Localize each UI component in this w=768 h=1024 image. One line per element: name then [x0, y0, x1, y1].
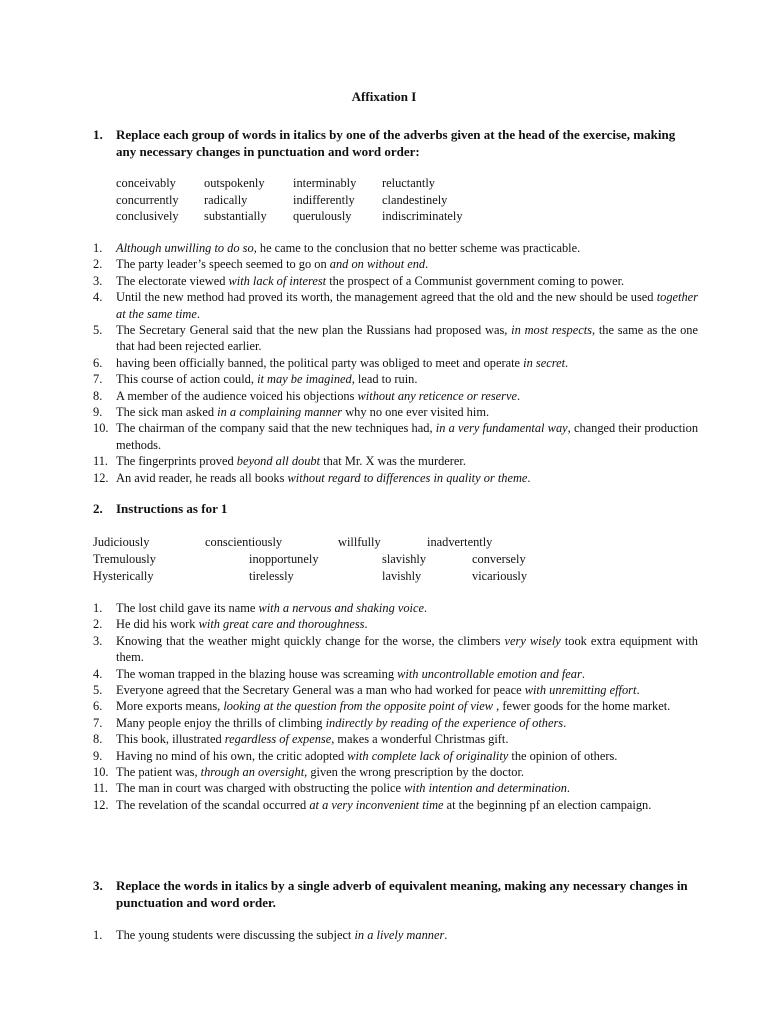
section-3-number: 3.	[93, 878, 103, 893]
exercise-item	[93, 698, 698, 714]
sentence-text: , changed their production methods.	[116, 421, 699, 452]
exercise-sentence	[116, 600, 698, 616]
sentence-text: , he came to the conclusion that no better scheme was practicable.	[253, 241, 581, 255]
exercise-number: 7.	[93, 715, 103, 730]
exercise-sentence	[116, 470, 698, 486]
word-bank-adverb: vicariously	[472, 569, 528, 583]
italic-phrase: and on without end	[329, 257, 426, 272]
italic-phrase: it may be imagined	[257, 372, 352, 387]
sentence-text: .	[636, 683, 640, 698]
italic-phrase: beyond all doubt	[236, 454, 321, 469]
sentence-text: The electorate viewed	[116, 273, 229, 288]
exercise-item	[93, 927, 698, 943]
word-bank-adverb: inopportunely	[249, 552, 319, 566]
word-bank-adverb: inadvertently	[427, 535, 493, 549]
sentence-text: .	[566, 781, 571, 796]
exercise-number: 10.	[93, 765, 109, 780]
italic-phrase: with great care and thoroughness	[198, 617, 365, 632]
exercise-item	[93, 666, 698, 682]
word-bank-adverb: reluctantly	[382, 176, 435, 190]
word-bank-adverb: concurrently	[116, 192, 179, 207]
section-2-instruction: Instructions as for 1	[116, 501, 228, 516]
sentence-text: .	[527, 470, 531, 485]
exercise-sentence	[116, 633, 698, 666]
word-bank-adverb: slavishly	[382, 552, 427, 566]
exercise-sentence	[116, 289, 698, 322]
italic-phrase: in a complaining manner	[217, 405, 343, 420]
exercise-sentence	[116, 731, 698, 747]
exercise-item	[93, 256, 698, 272]
word-bank-adverb: conclusively	[116, 209, 179, 223]
exercise-item	[93, 420, 698, 453]
sentence-text: .	[196, 306, 200, 321]
italic-phrase: through an oversight	[200, 765, 305, 780]
italic-phrase: with intention and determination	[404, 781, 567, 796]
sentence-text: .	[424, 601, 428, 615]
section-3-exercise-list	[93, 927, 698, 943]
exercise-number: 6.	[93, 699, 103, 714]
word-bank-adverb: substantially	[204, 209, 267, 223]
exercise-sentence	[116, 453, 698, 469]
word-bank-adverb: conversely	[472, 552, 526, 566]
exercise-number: 12.	[93, 797, 109, 812]
exercise-number: 8.	[93, 732, 103, 747]
italic-phrase: with a nervous and shaking voice	[258, 601, 424, 615]
sentence-text: at the beginning pf an election campaign.	[443, 797, 652, 812]
exercise-item	[93, 764, 698, 780]
italic-phrase: looking at the question from the opposite point of view	[223, 699, 494, 714]
italic-phrase: indirectly by reading of the experience of others	[325, 715, 564, 730]
exercise-number: 11.	[93, 781, 109, 796]
sentence-text: This book, illustrated	[116, 732, 225, 747]
italic-phrase: with unremitting effort	[524, 683, 637, 698]
sentence-text: The young students were discussing the subject	[116, 928, 355, 942]
exercise-sentence	[116, 616, 698, 632]
italic-phrase: in secret	[523, 355, 566, 370]
exercise-sentence	[116, 748, 698, 764]
exercise-number: 3.	[93, 633, 103, 648]
exercise-item	[93, 404, 698, 420]
italic-phrase: at a very inconvenient time	[309, 797, 444, 812]
exercise-sentence	[116, 764, 698, 780]
section-2-exercise-list	[93, 600, 698, 813]
exercise-item	[93, 371, 698, 387]
italic-phrase: in a lively manner	[354, 928, 445, 942]
italic-phrase: without regard to differences in quality or theme	[287, 470, 528, 485]
sentence-text: The sick man asked	[116, 405, 218, 420]
sentence-text: , fewer goods for the home market.	[493, 699, 671, 714]
italic-phrase: together at the same time	[116, 290, 698, 321]
exercise-number: 1.	[93, 241, 103, 255]
exercise-item	[93, 797, 698, 813]
word-bank-adverb: willfully	[338, 535, 381, 549]
exercise-sentence	[116, 322, 698, 355]
exercise-item	[93, 600, 698, 616]
exercise-item	[93, 780, 698, 796]
page-title: Affixation I	[351, 89, 417, 104]
exercise-item	[93, 388, 698, 404]
exercise-number: 5.	[93, 683, 103, 698]
exercise-sentence	[116, 388, 698, 404]
word-bank-adverb: radically	[204, 192, 248, 207]
sentence-text: Having no mind of his own, the critic adopted	[116, 748, 348, 763]
word-bank-adverb: outspokenly	[204, 176, 265, 190]
exercise-number: 2.	[93, 617, 103, 632]
word-bank-adverb: clandestinely	[382, 192, 448, 207]
sentence-text: The chairman of the company said that the new techniques had,	[116, 421, 436, 436]
section-1-instruction: Replace each group of words in italics by one of the adverbs given at the head of the exercise, making any necessary changes in punctuation and word order:	[116, 127, 676, 159]
exercise-item	[93, 633, 698, 666]
word-bank-adverb: lavishly	[382, 569, 422, 583]
sentence-text: , given the wrong prescription by the doctor.	[304, 765, 525, 780]
word-bank-adverb: conscientiously	[205, 535, 283, 549]
sentence-text: Until the new method had proved its worth, the management agreed that the old and the new should be used	[116, 290, 657, 305]
exercise-item	[93, 453, 698, 469]
exercise-item	[93, 273, 698, 289]
exercise-number: 8.	[93, 388, 103, 403]
sentence-text: the opinion of others.	[508, 748, 618, 763]
word-bank-adverb: tirelessly	[249, 569, 294, 583]
exercise-number: 1.	[93, 601, 103, 615]
exercise-item	[93, 731, 698, 747]
sentence-text: The Secretary General said that the new plan the Russians had proposed was,	[116, 323, 512, 338]
section-3-instruction: Replace the words in italics by a single adverb of equivalent meaning, making any necessary changes in punctuation and word order.	[116, 878, 688, 910]
sentence-text: An avid reader, he reads all books	[116, 470, 288, 485]
sentence-text: took extra equipment with them.	[116, 633, 699, 665]
word-bank-adverb: conceivably	[116, 176, 176, 190]
italic-phrase: with lack of interest	[228, 273, 327, 288]
word-bank-adverb: Tremulously	[93, 552, 156, 566]
word-bank-adverb: indiscriminately	[382, 209, 463, 223]
exercise-sentence	[116, 666, 698, 682]
exercise-number: 10.	[93, 421, 109, 436]
exercise-item	[93, 715, 698, 731]
sentence-text: The man in court was charged with obstructing the police	[116, 781, 405, 796]
word-bank-adverb: indifferently	[293, 192, 355, 207]
sentence-text: , the same as the one that had been rejected earlier.	[116, 323, 699, 354]
sentence-text: having been officially banned, the political party was obliged to meet and operate	[116, 355, 524, 370]
exercise-number: 6.	[93, 355, 103, 370]
exercise-number: 1.	[93, 928, 103, 942]
italic-phrase: with uncontrollable emotion and fear	[397, 666, 582, 681]
exercise-item	[93, 616, 698, 632]
italic-phrase: without any reticence or reserve	[357, 388, 517, 403]
exercise-number: 9.	[93, 748, 103, 763]
sentence-text: He did his work	[116, 617, 199, 632]
sentence-text: .	[563, 715, 567, 730]
word-bank-adverb: Hysterically	[93, 569, 154, 583]
exercise-number: 9.	[93, 405, 103, 420]
sentence-text: The woman trapped in the blazing house was screaming	[116, 666, 398, 681]
exercise-sentence	[116, 698, 698, 714]
sentence-text: that Mr. X was the murderer.	[320, 454, 466, 469]
section-1-number: 1.	[93, 127, 103, 142]
exercise-item	[93, 289, 698, 322]
exercise-item	[93, 470, 698, 486]
exercise-sentence	[116, 371, 698, 387]
sentence-text: .	[516, 388, 521, 403]
sentence-text: .	[444, 928, 448, 942]
exercise-item	[93, 682, 698, 698]
exercise-number: 4.	[93, 290, 103, 305]
sentence-text: .	[581, 666, 585, 681]
exercise-number: 3.	[93, 273, 103, 288]
exercise-sentence	[116, 240, 698, 256]
sentence-text: This course of action could,	[116, 372, 258, 387]
sentence-text: Many people enjoy the thrills of climbing	[116, 715, 326, 730]
sentence-text: The revelation of the scandal occurred	[116, 797, 310, 812]
exercise-sentence	[116, 927, 698, 943]
exercise-item	[93, 748, 698, 764]
exercise-number: 5.	[93, 323, 103, 338]
sentence-text: Everyone agreed that the Secretary General was a man who had worked for peace	[116, 683, 525, 698]
exercise-number: 2.	[93, 257, 103, 272]
exercise-number: 4.	[93, 666, 103, 681]
sentence-text: , makes a wonderful Christmas gift.	[331, 732, 509, 747]
sentence-text: More exports means,	[116, 699, 224, 714]
italic-phrase: very wisely	[504, 633, 561, 648]
exercise-item	[93, 355, 698, 371]
exercise-number: 12.	[93, 470, 109, 485]
exercise-sentence	[116, 256, 698, 272]
exercise-sentence	[116, 797, 698, 813]
exercise-item	[93, 322, 698, 355]
italic-phrase: Although unwilling to do so	[116, 241, 254, 255]
italic-phrase: regardless of expense	[224, 732, 332, 747]
exercise-sentence	[116, 780, 698, 796]
exercise-sentence	[116, 404, 698, 420]
sentence-text: The fingerprints proved	[116, 454, 237, 469]
sentence-text: why no one ever visited him.	[342, 405, 490, 420]
word-bank-adverb: interminably	[293, 176, 357, 190]
sentence-text: The lost child gave its name	[116, 601, 259, 615]
italic-phrase: with complete lack of originality	[347, 748, 509, 763]
exercise-sentence	[116, 273, 698, 289]
sentence-text: Knowing that the weather might quickly change for the worse, the climbers	[116, 633, 505, 648]
sentence-text: The party leader’s speech seemed to go on	[116, 257, 330, 272]
sentence-text: , lead to ruin.	[351, 372, 418, 387]
exercise-sentence	[116, 420, 698, 453]
word-bank-adverb: Judiciously	[93, 535, 150, 549]
exercise-number: 11.	[93, 454, 109, 469]
exercise-sentence	[116, 682, 698, 698]
sentence-text: The patient was,	[116, 765, 201, 780]
section-2-number: 2.	[93, 501, 103, 516]
exercise-number: 7.	[93, 372, 103, 387]
italic-phrase: in a very fundamental way	[435, 421, 568, 436]
sentence-text: A member of the audience voiced his objections	[116, 388, 358, 403]
exercise-sentence	[116, 355, 698, 371]
section-1-exercise-list	[93, 240, 698, 486]
word-bank-adverb: querulously	[293, 209, 352, 223]
sentence-text: the prospect of a Communist government coming to power.	[326, 273, 625, 288]
sentence-text: .	[425, 257, 429, 272]
exercise-item	[93, 240, 698, 256]
italic-phrase: in most respects	[511, 323, 592, 338]
sentence-text: .	[364, 617, 368, 632]
exercise-sentence	[116, 715, 698, 731]
sentence-text: .	[565, 355, 569, 370]
